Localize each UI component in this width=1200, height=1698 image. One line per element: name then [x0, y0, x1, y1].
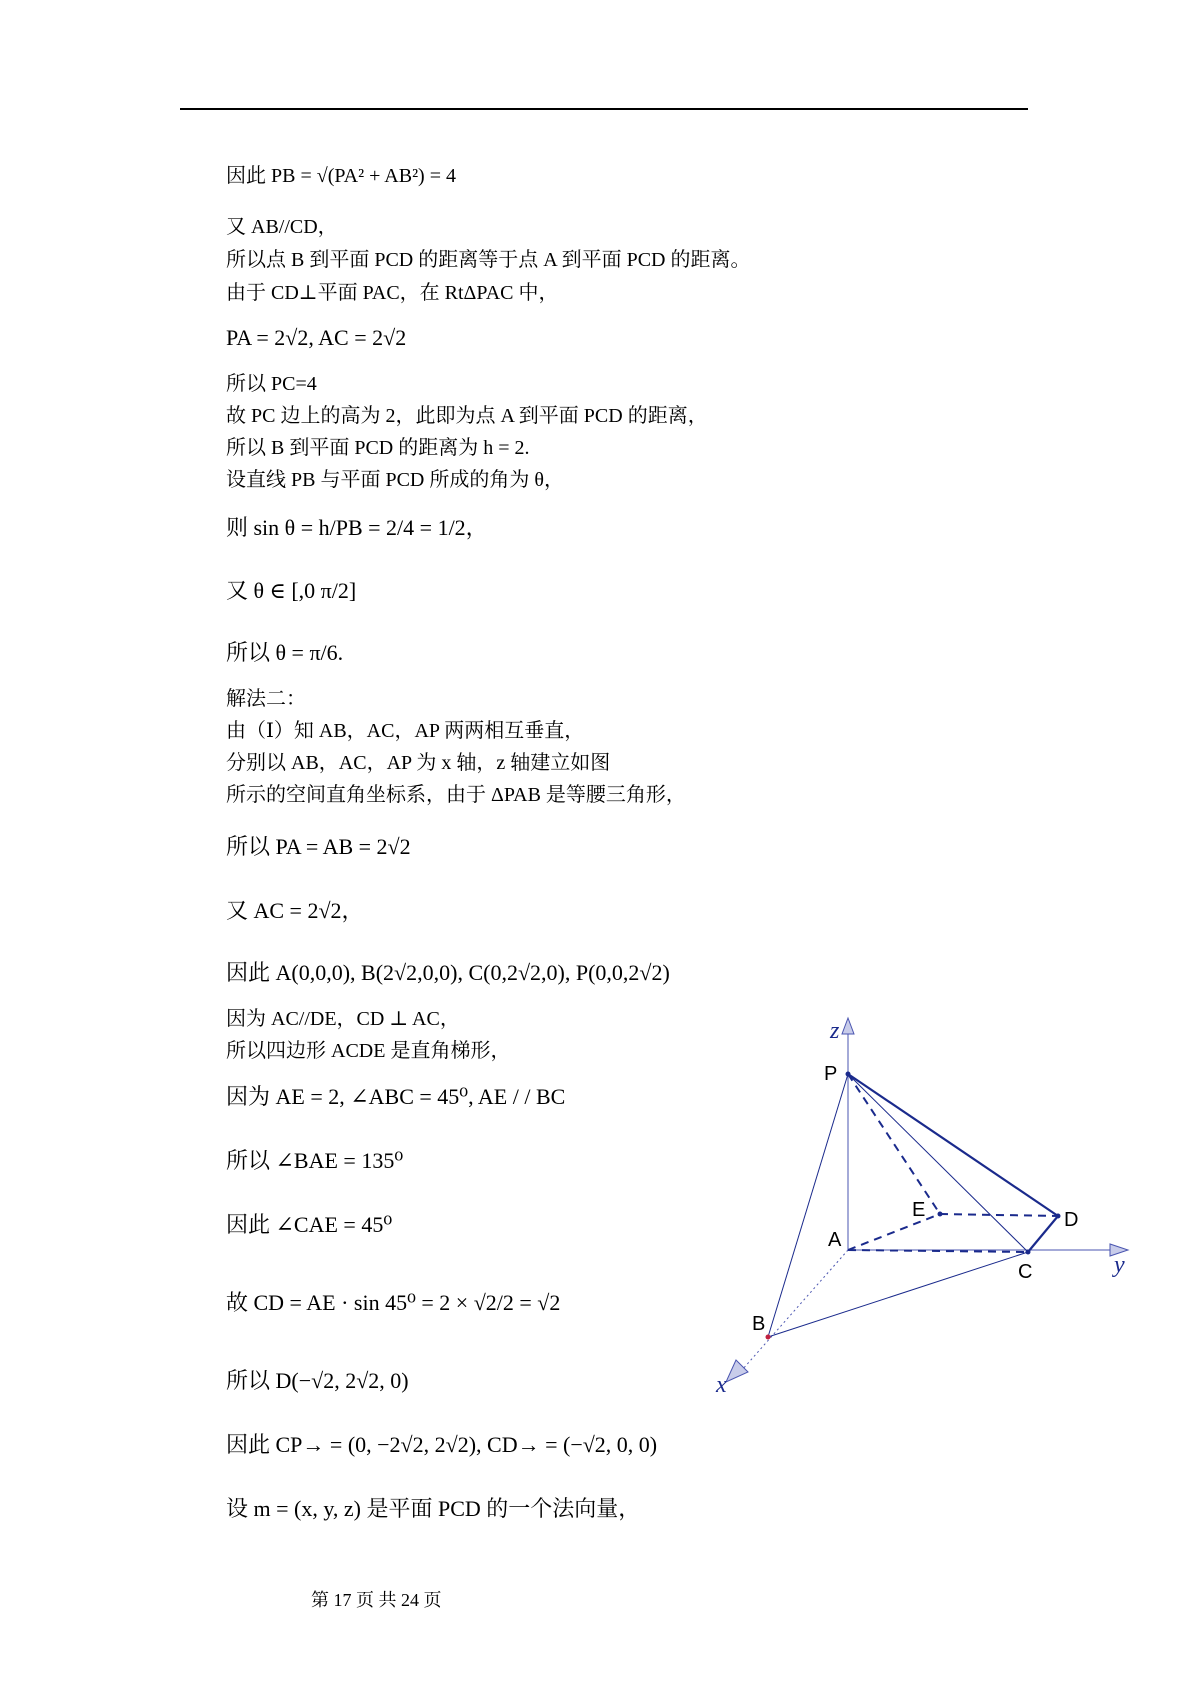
edge-PB: [768, 1074, 848, 1337]
text-line-4: 由于 CD⊥平面 PAC，在 RtΔPAC 中，: [226, 282, 559, 304]
page-footer: 第 17 页 共 24 页: [311, 1590, 442, 1610]
point-D: [1056, 1214, 1061, 1219]
point-B: [766, 1335, 771, 1340]
text-line-17: 所以 PA = AB = 2√2: [226, 834, 411, 859]
text-line-24: 因此 ∠CAE = 45⁰: [226, 1212, 393, 1237]
text-line-7: 故 PC 边上的高为 2，此即为点 A 到平面 PCD 的距离，: [226, 405, 708, 427]
text-line-27: 因此 CP→ = (0, −2√2, 2√2), CD→ = (−√2, 0, 0): [226, 1432, 658, 1457]
text-line-3: 所以点 B 到平面 PCD 的距离等于点 A 到平面 PCD 的距离。: [226, 249, 751, 271]
label-axis-z: z: [830, 1018, 840, 1044]
text-line-21: 所以四边形 ACDE 是直角梯形，: [226, 1040, 511, 1062]
text-line-6: 所以 PC=4: [226, 373, 317, 395]
edge-AE: [848, 1214, 940, 1250]
label-A: A: [828, 1229, 842, 1251]
x-axis: [742, 1250, 848, 1370]
text-line-20: 因为 AC//DE，CD ⊥ AC，: [226, 1008, 460, 1030]
text-line-19: 因此 A(0,0,0), B(2√2,0,0), C(0,2√2,0), P(0,0,2√2): [226, 960, 670, 985]
label-C: C: [1018, 1261, 1033, 1283]
text-line-16: 所示的空间直角坐标系，由于 ΔPAB 是等腰三角形，: [226, 784, 686, 806]
text-line-10: 则 sin θ = h/PB = 2/4 = 1/2，: [226, 515, 488, 540]
text-line-2: 又 AB//CD，: [226, 216, 338, 238]
edge-PC: [848, 1074, 1028, 1252]
edge-PD: [848, 1074, 1058, 1216]
x-axis-arrow: [726, 1360, 748, 1382]
point-C: [1026, 1250, 1031, 1255]
text-line-8: 所以 B 到平面 PCD 的距离为 h = 2.: [226, 437, 530, 459]
text-line-9: 设直线 PB 与平面 PCD 所成的角为 θ，: [226, 469, 564, 491]
point-E: [938, 1212, 943, 1217]
label-axis-x: x: [716, 1372, 727, 1398]
text-line-28: 设 m = (x, y, z) 是平面 PCD 的一个法向量，: [226, 1496, 641, 1521]
text-line-18: 又 AC = 2√2，: [226, 898, 364, 923]
label-P: P: [824, 1063, 838, 1085]
edge-PE: [848, 1074, 940, 1214]
label-B: B: [752, 1313, 766, 1335]
label-axis-y: y: [1114, 1252, 1125, 1278]
edge-ED: [940, 1214, 1058, 1216]
text-line-12: 所以 θ = π/6.: [226, 640, 344, 665]
edge-CD: [1028, 1216, 1058, 1252]
label-D: D: [1064, 1209, 1079, 1231]
text-line-13: 解法二：: [226, 688, 306, 710]
header-rule: [180, 108, 1028, 110]
point-P: [846, 1072, 851, 1077]
text-line-22: 因为 AE = 2, ∠ABC = 45⁰, AE / / BC: [226, 1084, 566, 1109]
z-axis-arrow: [842, 1018, 854, 1034]
text-line-25: 故 CD = AE · sin 45⁰ = 2 × √2/2 = √2: [226, 1290, 561, 1315]
text-line-26: 所以 D(−√2, 2√2, 0): [226, 1368, 409, 1393]
text-line-1: 因此 PB = √(PA² + AB²) = 4: [226, 165, 456, 187]
text-line-14: 由（Ⅰ）知 AB，AC，AP 两两相互垂直，: [226, 720, 585, 742]
geometry-figure: [700, 1010, 1140, 1400]
text-line-11: 又 θ ∈ [,0 π/2]: [226, 578, 357, 603]
text-line-5: PA = 2√2, AC = 2√2: [226, 325, 407, 350]
edge-BC: [768, 1252, 1028, 1337]
text-line-15: 分别以 AB，AC，AP 为 x 轴，z 轴建立如图: [226, 752, 611, 774]
text-line-23: 所以 ∠BAE = 135⁰: [226, 1148, 404, 1173]
label-E: E: [912, 1199, 926, 1221]
